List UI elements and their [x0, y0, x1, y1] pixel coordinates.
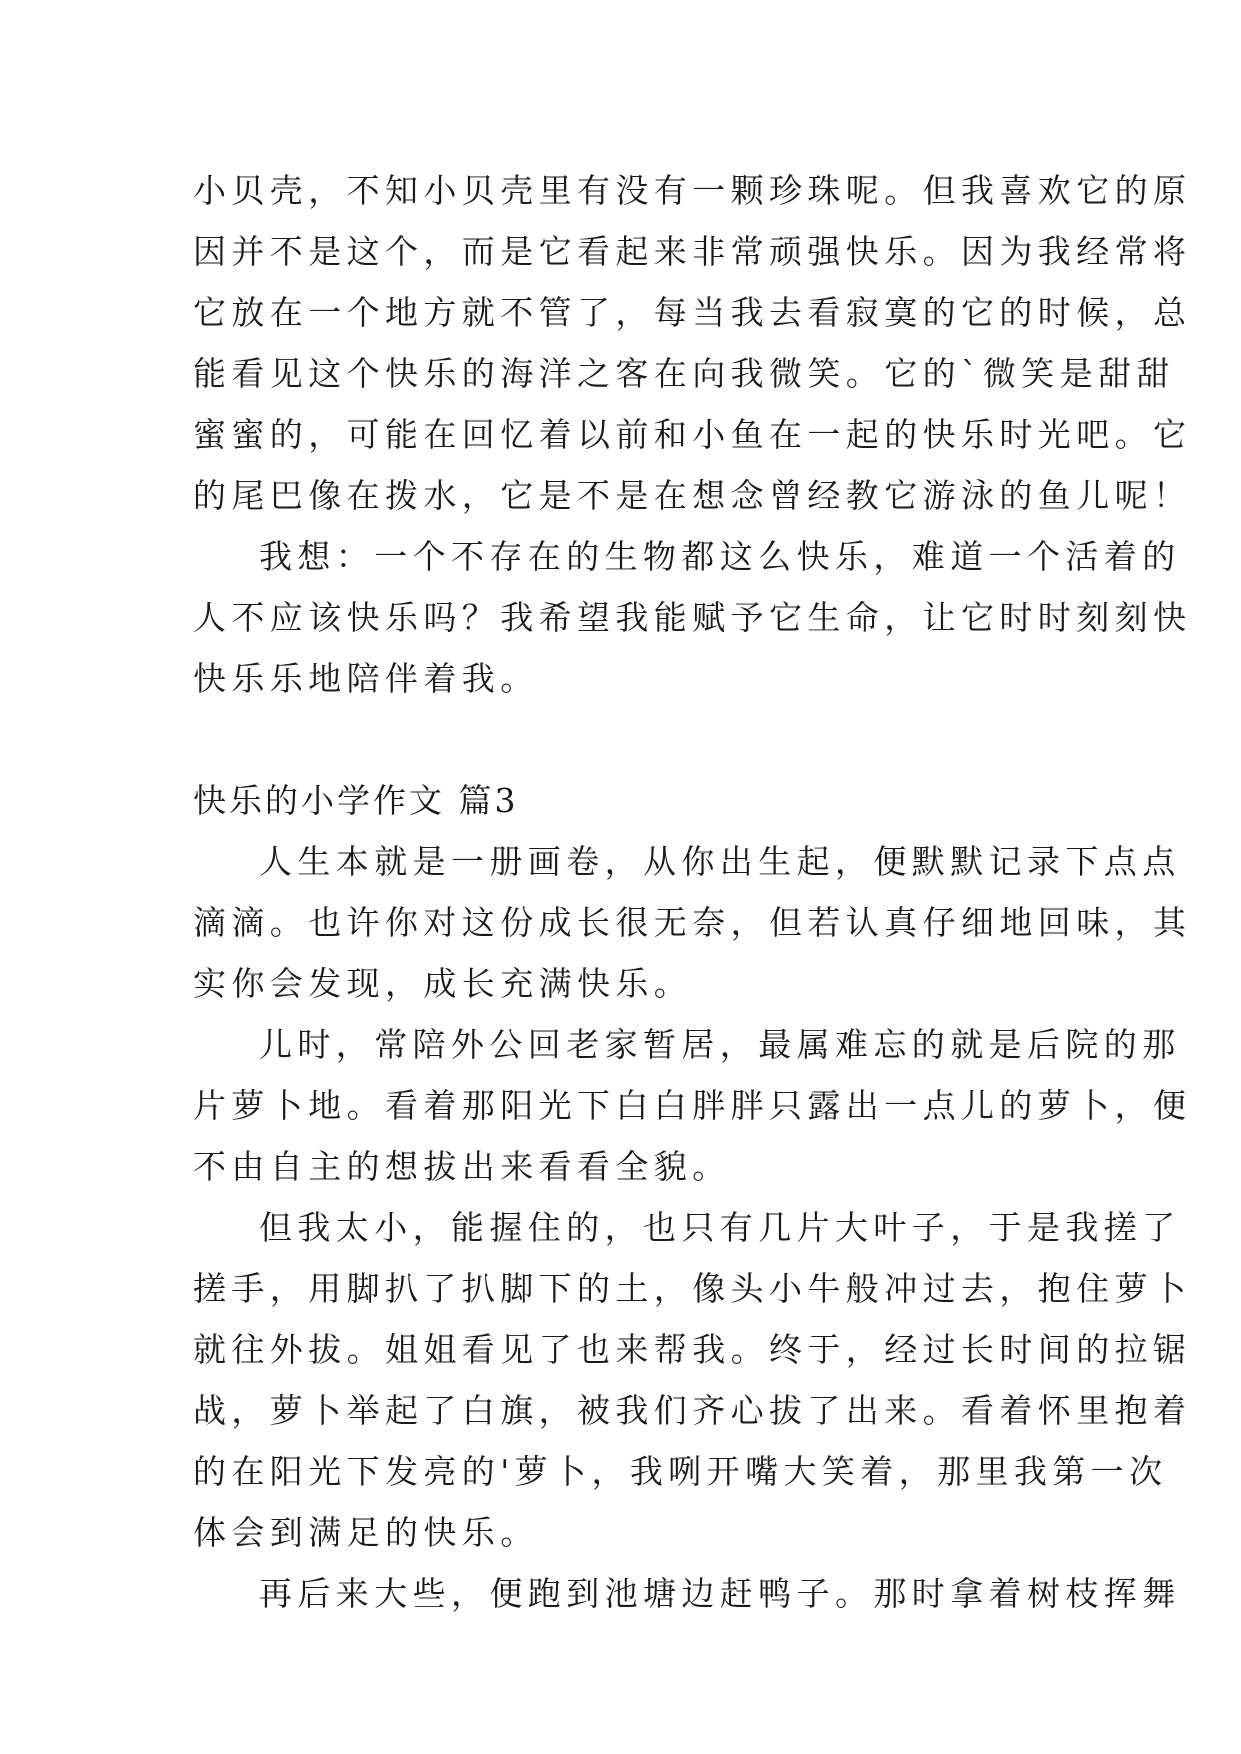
paragraph	[193, 1563, 1181, 1624]
paragraph	[193, 831, 1192, 1014]
text-line: 我想：一个不存在的生物都这么快乐，难道一个活着的	[259, 537, 1181, 576]
text-line: 人生本就是一册画卷，从你出生起，便默默记录下点点	[259, 842, 1181, 881]
paragraph	[193, 1197, 1192, 1563]
paragraph	[193, 1014, 1192, 1197]
text-line: 不由自主的想拔出来看看全貌。	[193, 1147, 731, 1186]
text-line: 片萝卜地。看着那阳光下白白胖胖只露出一点儿的萝卜，便	[193, 1086, 1192, 1125]
paragraph	[193, 160, 1192, 526]
paragraph	[193, 526, 1192, 709]
section-heading: 快乐的小学作文 篇3	[193, 781, 519, 820]
text-line: 搓手，用脚扒了扒脚下的土，像头小牛般冲过去，抱住萝卜	[193, 1269, 1192, 1308]
text-line: 滴滴。也许你对这份成长很无奈，但若认真仔细地回味，其	[193, 903, 1192, 942]
text-line: 再后来大些，便跑到池塘边赶鸭子。那时拿着树枝挥舞	[259, 1574, 1181, 1613]
text-line: 蜜蜜的，可能在回忆着以前和小鱼在一起的快乐时光吧。它	[193, 415, 1192, 454]
text-line: 体会到满足的快乐。	[193, 1513, 539, 1552]
paragraph-gap	[193, 709, 1053, 770]
text-line: 人不应该快乐吗？我希望我能赋予它生命，让它时时刻刻快	[193, 598, 1192, 637]
text-line: 能看见这个快乐的海洋之客在向我微笑。它的`微笑是甜甜	[193, 354, 1175, 393]
document-page	[193, 160, 1192, 1624]
text-line: 因并不是这个，而是它看起来非常顽强快乐。因为我经常将	[193, 232, 1192, 271]
text-line: 儿时，常陪外公回老家暂居，最属难忘的就是后院的那	[259, 1025, 1181, 1064]
text-line: 它放在一个地方就不管了，每当我去看寂寞的它的时候，总	[193, 293, 1192, 332]
text-line: 战，萝卜举起了白旗，被我们齐心拔了出来。看着怀里抱着	[193, 1391, 1192, 1430]
text-line: 就往外拔。姐姐看见了也来帮我。终于，经过长时间的拉锯	[193, 1330, 1192, 1369]
text-line: 的在阳光下发亮的'萝卜，我咧开嘴大笑着，那里我第一次	[193, 1452, 1168, 1491]
text-line: 的尾巴像在拨水，它是不是在想念曾经教它游泳的鱼儿呢！	[193, 476, 1192, 515]
text-line: 实你会发现，成长充满快乐。	[193, 964, 693, 1003]
text-line: 小贝壳，不知小贝壳里有没有一颗珍珠呢。但我喜欢它的原	[193, 171, 1192, 210]
text-line: 快乐乐地陪伴着我。	[193, 659, 539, 698]
text-line: 但我太小，能握住的，也只有几片大叶子，于是我搓了	[259, 1208, 1181, 1247]
